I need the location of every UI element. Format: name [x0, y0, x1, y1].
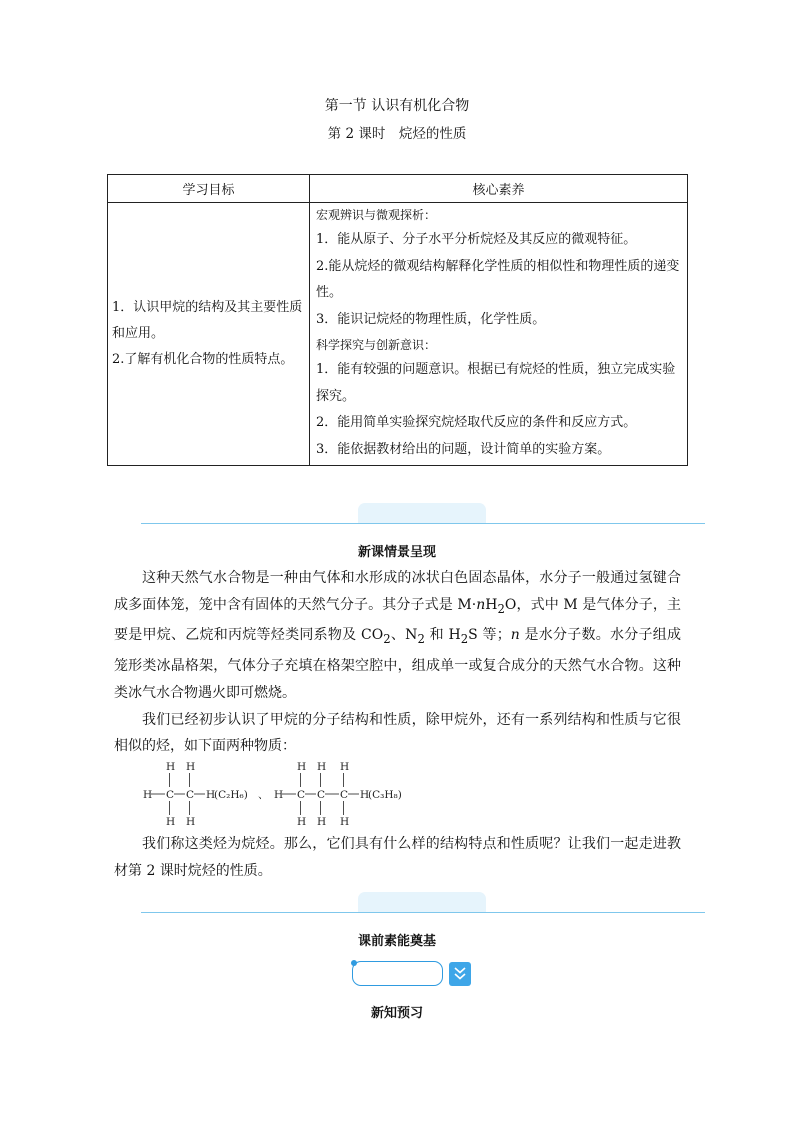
atom-label: H [186, 761, 196, 773]
literacy-item: 3．能依据教材给出的问题，设计简单的实验方案。 [316, 441, 611, 457]
section-title-intro: 新课情景呈现 [357, 545, 436, 560]
atom-label: C [166, 789, 175, 801]
objective-item: 1．认识甲烷的结构及其主要性质和应用。 [112, 300, 303, 341]
atom-label: H [317, 816, 327, 828]
section-tab-decoration [358, 892, 486, 913]
literacy-heading: 宏观辨识与微观探析： [316, 208, 437, 222]
atom-label: H [166, 761, 176, 773]
section-badge-outline [352, 961, 443, 986]
atom-label: C [186, 789, 195, 801]
literacy-item: 1．能有较强的问题意识。根据已有烷烃的性质，独立完成实验探究。 [316, 362, 676, 404]
formula-propane-label: (C₃H₈) [368, 789, 402, 801]
atom-label: H [297, 761, 307, 773]
subsection-title: 新知预习 [370, 1006, 423, 1021]
atom-label: C [297, 789, 306, 801]
objectives-cell [108, 203, 310, 466]
badge-dot-icon [351, 960, 357, 966]
atom-label: C [340, 789, 349, 801]
literacy-item: 2．能用简单实验探究烷烃取代反应的条件和反应方式。 [316, 415, 637, 430]
atom-label: H [340, 761, 350, 773]
goals-table-row [108, 203, 688, 466]
atom-label: H [206, 789, 216, 801]
goals-table [107, 174, 688, 466]
goals-table-header-row [108, 175, 688, 203]
section-divider [141, 912, 705, 913]
section-tab-decoration [358, 503, 486, 524]
literacy-heading: 科学探究与创新意识： [316, 338, 437, 352]
alkane-structural-formulas [140, 758, 420, 828]
atom-label: H [274, 789, 284, 801]
lesson-subtitle: 第 2 课时 烷烃的性质 [327, 126, 467, 142]
atom-label: H [317, 761, 327, 773]
col-header-objectives: 学习目标 [108, 175, 310, 203]
double-chevron-down-icon [449, 962, 471, 986]
literacy-item: 1．能从原子、分子水平分析烷烃及其反应的微观特征。 [316, 232, 637, 247]
atom-label: C [317, 789, 326, 801]
literacy-cell [310, 203, 688, 466]
intro-paragraph-1: 这种天然气水合物是一种由气体和水形成的冰状白色固态晶体，水分子一般通过氢键合成多面体笼，笼中含有固体的天然气分子。其分子式是 $M\cdot nH_2O$，式中 M 是气体分子，主要是甲烷、乙烷和丙烷等烃类同系物及 $CO_2$、$N_2$ 和 $H_2S$ 等；n 是水分子数。水分子组成笼形类冰晶格架，气体分子充填在格架空腔中，组成单一或复合成分的天然气水合物。这种类冰气水合物遇火即可燃烧。 [114, 570, 682, 701]
literacy-item: 3．能识记烷烃的物理性质，化学性质。 [316, 311, 546, 327]
section-divider [141, 523, 705, 524]
atom-label: H [360, 789, 370, 801]
formula-ethane-label: (C₂H₆) [214, 789, 248, 801]
intro-paragraph-3: 我们称这类烃为烷烃。那么，它们具有什么样的结构特点和性质呢？让我们一起走进教材第 2 课时烷烃的性质。 [114, 836, 681, 879]
intro-text [114, 565, 681, 760]
intro-paragraph-2: 我们已经初步认识了甲烷的分子结构和性质，除甲烷外，还有一系列结构和性质与它很相似的烃，如下面两种物质： [114, 711, 681, 755]
atom-label: H [143, 789, 153, 801]
objective-item: 2.了解有机化合物的性质特点。 [112, 352, 294, 367]
col-header-literacy: 核心素养 [310, 175, 688, 203]
section-title-preview: 课前素能奠基 [357, 934, 436, 949]
atom-label: H [340, 816, 350, 828]
formula-separator: 、 [258, 789, 269, 801]
literacy-item: 2.能从烷烃的微观结构解释化学性质的相似性和物理性质的递变性。 [316, 258, 680, 300]
atom-label: H [166, 816, 176, 828]
lesson-title: 第一节 认识有机化合物 [324, 98, 470, 114]
atom-label: H [297, 816, 307, 828]
intro-text-continued [114, 831, 681, 885]
atom-label: H [186, 816, 196, 828]
